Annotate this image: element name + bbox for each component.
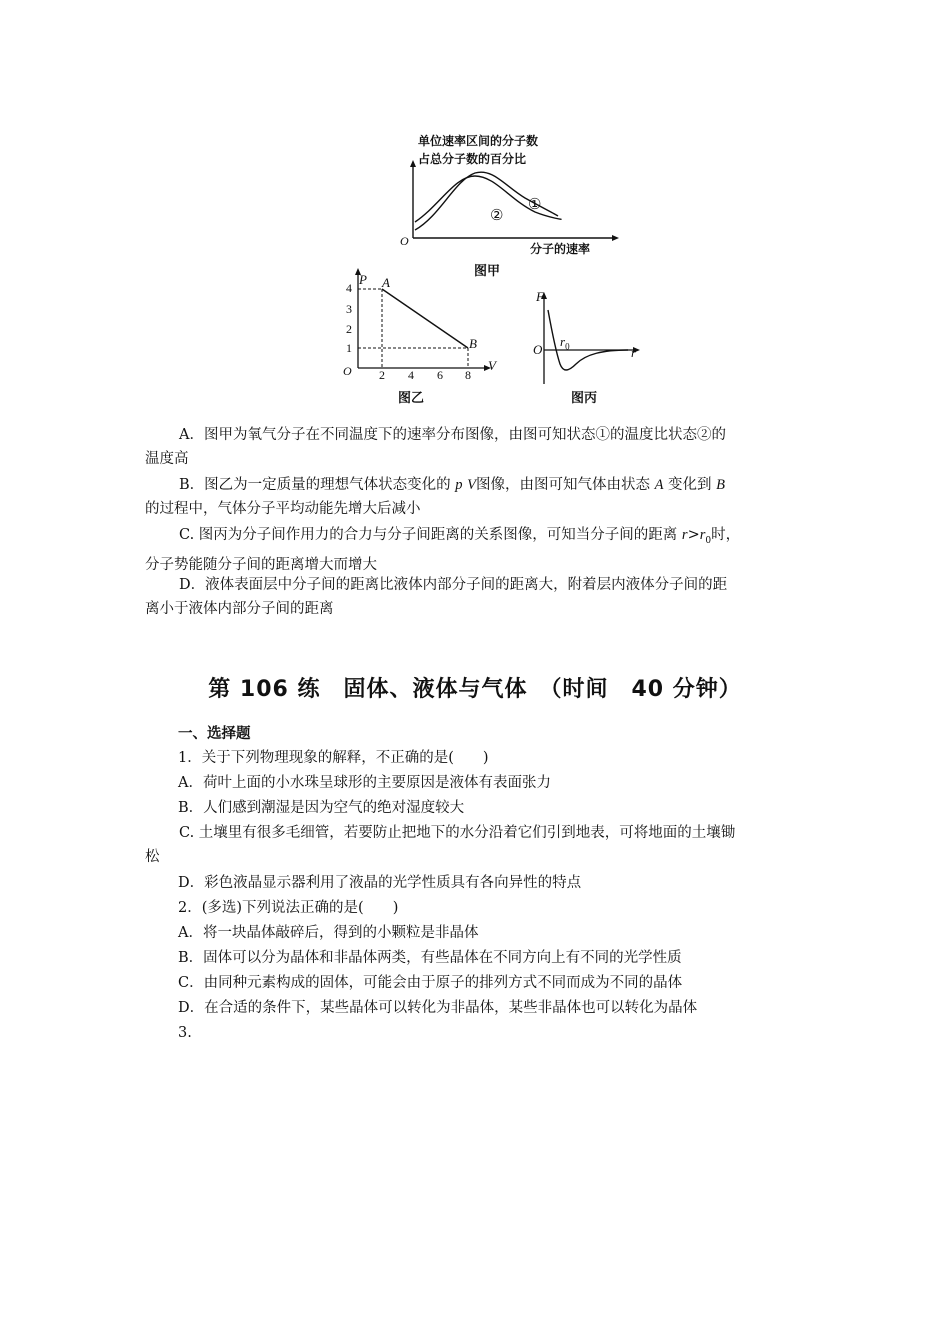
fig-bing-plot <box>528 292 643 387</box>
prev-option-c-line1: C. 图丙为分子间作用力的合力与分子间距离的关系图像，可知当分子间的距离 $r>r_0$时， <box>179 527 741 546</box>
prev-option-c-line2: 分子势能随分子间的距离增大而增大 <box>145 556 377 573</box>
q1-option-c-line1: C. 土壤里有很多毛细管，若要防止把地下的水分沿着它们引到地表，可将地面的土壤锄 <box>179 825 736 841</box>
fig-jia-y-arrow <box>410 160 416 167</box>
prev-option-d-line2: 离小于液体内部分子间的距离 <box>145 601 334 617</box>
fig-jia-plot <box>395 160 625 250</box>
fig-yi-xtick-6: 6 <box>437 368 443 382</box>
section-heading: 一、选择题 <box>178 726 251 742</box>
prev-option-a-line2: 温度高 <box>145 451 189 467</box>
fig-bing-x-axis-label: r <box>631 345 637 360</box>
fig-bing-caption: 图丙 <box>571 391 598 406</box>
fig-yi-plot <box>345 268 500 380</box>
fig-yi-y-axis-label: P <box>359 272 367 287</box>
fig-yi-origin: O <box>343 364 352 378</box>
q2-stem: 2．(多选)下列说法正确的是( ) <box>178 900 399 916</box>
fig-yi-caption: 图乙 <box>398 391 425 406</box>
prev-option-d-line1: D．液体表面层中分子间的距离比液体内部分子间的距离大，附着层内液体分子间的距 <box>179 577 728 593</box>
fig-jia-caption: 图甲 <box>474 264 501 279</box>
fig-jia-ylabel-2: 占总分子数的百分比 <box>418 152 527 166</box>
q2-option-a: A．将一块晶体敲碎后，得到的小颗粒是非晶体 <box>178 925 479 941</box>
fig-jia-xlabel: 分子的速率 <box>530 242 591 256</box>
fig-yi-ytick-1: 1 <box>346 341 352 355</box>
fig-bing-r0: $r_0$ <box>560 334 570 352</box>
fig-yi-point-b: B <box>469 336 477 351</box>
exercise-title: 第 106 练 固体、液体与气体 （时间 40 分钟） <box>208 677 742 702</box>
q2-option-d: D．在合适的条件下，某些晶体可以转化为非晶体，某些非晶体也可以转化为晶体 <box>178 1000 698 1016</box>
prev-option-b-line2: 的过程中，气体分子平均动能先增大后减小 <box>145 501 421 517</box>
fig-yi-line-ab <box>382 289 468 348</box>
fig-bing-y-axis-label: F <box>536 289 544 304</box>
prev-option-a <box>145 423 810 471</box>
fig-yi-xtick-4: 4 <box>408 368 414 382</box>
fig-yi-ytick-3: 3 <box>346 302 352 316</box>
fig-yi-ytick-2: 2 <box>346 322 352 336</box>
prev-option-d <box>145 573 810 621</box>
q1-option-c-line2: 松 <box>145 849 160 865</box>
q1-option-c <box>145 821 810 869</box>
fig-yi-xtick-8: 8 <box>465 368 471 382</box>
q1-stem: 1．关于下列物理现象的解释，不正确的是( ) <box>178 750 489 766</box>
fig-yi-xtick-2: 2 <box>379 368 385 382</box>
fig-yi-x-axis-label: V <box>488 358 496 373</box>
fig-jia-label-2: ② <box>490 206 504 224</box>
prev-option-b <box>145 473 810 521</box>
fig-yi-ytick-4: 4 <box>346 281 352 295</box>
fig-jia-label-1: ① <box>528 195 542 213</box>
q2-option-b: B．固体可以分为晶体和非晶体两类，有些晶体在不同方向上有不同的光学性质 <box>178 950 682 966</box>
q1-option-b: B．人们感到潮湿是因为空气的绝对湿度较大 <box>178 800 465 816</box>
prev-option-c <box>145 523 810 577</box>
fig-yi-point-a: A <box>382 275 390 290</box>
q1-option-a: A．荷叶上面的小水珠呈球形的主要原因是液体有表面张力 <box>178 775 551 791</box>
q3-stem: 3. <box>178 1025 192 1041</box>
q2-option-c: C．由同种元素构成的固体，可能会由于原子的排列方式不同而成为不同的晶体 <box>178 975 683 991</box>
q1-option-d: D．彩色液晶显示器利用了液晶的光学性质具有各向异性的特点 <box>178 875 582 891</box>
prev-option-a-line1: A．图甲为氧气分子在不同温度下的速率分布图像，由图可知状态①的温度比状态②的 <box>179 427 726 443</box>
fig-jia-x-arrow <box>612 235 619 241</box>
fig-jia-origin: O <box>400 234 409 248</box>
fig-jia-ylabel-1: 单位速率区间的分子数 <box>418 134 539 148</box>
fig-bing-origin: O <box>533 342 543 357</box>
prev-option-b-line1: B．图乙为一定质量的理想气体状态变化的 p V图像，由图可知气体由状态 A 变化到 B <box>179 477 726 493</box>
